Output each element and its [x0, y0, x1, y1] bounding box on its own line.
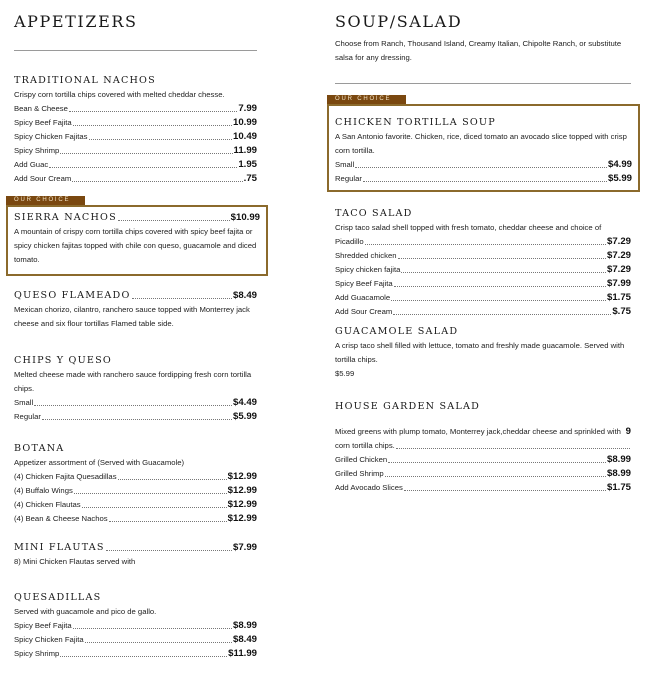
our-choice-box	[6, 197, 268, 276]
item-price: 10.49	[232, 131, 257, 142]
menu-section	[14, 354, 257, 424]
section-description: Served with guacamole and pico de gallo.	[14, 607, 157, 616]
item-name: Add Avocado Slices	[335, 483, 403, 492]
item-name: Spicy chicken fajita	[335, 265, 401, 274]
dot-leader	[60, 153, 232, 154]
section-heading: BOTANA	[14, 443, 65, 454]
menu-item	[14, 619, 257, 633]
appetizers-title: APPETIZERS	[14, 12, 138, 31]
section-heading-row	[14, 289, 257, 303]
menu-item	[335, 467, 631, 481]
menu-item	[14, 172, 257, 186]
menu-item	[14, 633, 257, 647]
item-price: $12.99	[227, 513, 257, 524]
item-price: 1.95	[238, 159, 257, 170]
item-name: Spicy Chicken Fajita	[14, 635, 84, 644]
item-price: $5.99	[232, 411, 257, 422]
dot-leader	[49, 167, 237, 168]
dot-leader	[74, 493, 227, 494]
item-name: Regular	[335, 174, 362, 183]
dot-leader	[42, 419, 232, 420]
dot-leader	[398, 258, 606, 259]
our-choice-badge: OUR CHOICE	[327, 95, 406, 104]
section-description: A mountain of crispy corn tortilla chips covered with spicy beef fajita or spicy chicken fajitas topped with chile con queso, guacamole and diced tomato.	[14, 227, 257, 264]
section-description: Crisp taco salad shell topped with fresh tomato, cheddar cheese and choice of	[335, 223, 602, 232]
section-heading: GUACAMOLE SALAD	[335, 326, 459, 337]
dot-leader	[118, 220, 230, 221]
item-name: Mixed greens with plump tomato, Monterrey jack,cheddar cheese and sprinkled with	[335, 427, 621, 436]
menu-item	[14, 512, 257, 526]
item-price: $8.99	[232, 620, 257, 631]
item-name: Shredded chicken	[335, 251, 397, 260]
menu-item	[335, 305, 631, 319]
item-name: Picadillo	[335, 237, 364, 246]
our-choice-badge: OUR CHOICE	[6, 196, 85, 205]
item-name: Add Guac	[14, 160, 49, 169]
item-name: Small	[14, 398, 34, 407]
menu-section	[335, 116, 632, 186]
item-name: Grilled Chicken	[335, 455, 388, 464]
dot-leader	[82, 507, 227, 508]
dot-leader	[106, 550, 232, 551]
menu-item	[335, 453, 631, 467]
item-price: $1.75	[606, 292, 631, 303]
dot-leader	[404, 490, 606, 491]
item-name: Add Guacamole	[335, 293, 391, 302]
menu-section	[14, 591, 257, 661]
item-name: Grilled Shrimp	[335, 469, 384, 478]
section-heading: CHIPS Y QUESO	[14, 355, 112, 366]
item-price: $.75	[612, 306, 631, 317]
dot-leader	[132, 298, 232, 299]
menu-item	[14, 484, 257, 498]
dot-leader	[109, 521, 227, 522]
item-price: $7.29	[606, 264, 631, 275]
section-heading: CHICKEN TORTILLA SOUP	[335, 117, 496, 128]
menu-item	[335, 158, 632, 172]
dot-leader	[385, 476, 606, 477]
section-heading: QUESADILLAS	[14, 592, 102, 603]
menu-item	[335, 439, 631, 453]
section-description: A crisp taco shell filled with lettuce, tomato and freshly made guacamole. Served with tortilla chips.	[335, 341, 625, 364]
item-price: $8.49	[232, 634, 257, 645]
menu-item	[335, 425, 631, 439]
dot-leader	[118, 479, 227, 480]
menu-item	[14, 116, 257, 130]
divider	[335, 83, 631, 84]
section-price: $7.99	[232, 542, 257, 553]
dot-leader	[394, 286, 606, 287]
dot-leader	[34, 405, 232, 406]
dot-leader	[72, 181, 242, 182]
menu-item	[14, 647, 257, 661]
menu-item	[14, 130, 257, 144]
item-name: Spicy Chicken Fajitas	[14, 132, 88, 141]
menu-item	[335, 277, 631, 291]
item-name: (4) Chicken Fajita Quesadillas	[14, 472, 117, 481]
item-price: $4.99	[607, 159, 632, 170]
soup-salad-intro: Choose from Ranch, Thousand Island, Creamy Italian, Chipolte Ranch, or substitute salsa for any dressing.	[335, 39, 622, 62]
item-name: Add Sour Cream	[335, 307, 393, 316]
section-price: $10.99	[230, 212, 260, 223]
section-heading: TRADITIONAL NACHOS	[14, 75, 156, 86]
item-price: $11.99	[228, 648, 257, 659]
menu-item	[14, 410, 257, 424]
dot-leader	[396, 448, 630, 449]
soup-salad-column	[335, 96, 632, 495]
section-heading: SIERRA NACHOS	[14, 212, 117, 223]
item-name: Spicy Beef Fajita	[335, 279, 393, 288]
section-description: Crispy corn tortilla chips covered with melted cheddar chesse.	[14, 90, 225, 99]
menu-item	[335, 481, 631, 495]
section-heading-row	[14, 211, 260, 225]
item-name: (4) Chicken Flautas	[14, 500, 81, 509]
section-description: Mexican chorizo, cilantro, ranchero sauce topped with Monterrey jack cheese and six flour tortillas Flamed table side.	[14, 305, 250, 328]
item-name: Spicy Shrimp	[14, 649, 60, 658]
item-name: Regular	[14, 412, 41, 421]
menu-item	[14, 158, 257, 172]
dot-leader	[85, 642, 232, 643]
divider	[14, 50, 257, 51]
menu-item	[335, 249, 631, 263]
item-price: $1.75	[606, 482, 631, 493]
item-price: $7.29	[606, 250, 631, 261]
item-price: $12.99	[227, 471, 257, 482]
menu-section	[14, 211, 260, 267]
item-price: $8.99	[606, 468, 631, 479]
dot-leader	[69, 111, 237, 112]
menu-item	[335, 263, 631, 277]
dot-leader	[401, 272, 606, 273]
dot-leader	[391, 300, 606, 301]
menu-section	[14, 74, 257, 186]
item-name: corn tortilla chips.	[335, 441, 395, 450]
menu-item	[14, 144, 257, 158]
section-description: Melted cheese made with ranchero sauce fordipping fresh corn tortilla chips.	[14, 370, 252, 393]
section-price: $5.99	[335, 369, 355, 378]
menu-item	[14, 396, 257, 410]
item-price: $7.29	[606, 236, 631, 247]
dot-leader	[363, 181, 607, 182]
item-price: 10.99	[232, 117, 257, 128]
item-price: 9	[625, 426, 631, 437]
dot-leader	[365, 244, 606, 245]
section-description: A San Antonio favorite. Chicken, rice, diced tomato an avocado slice topped with crisp corn tortilla.	[335, 132, 627, 155]
item-price: $12.99	[227, 485, 257, 496]
dot-leader	[73, 125, 232, 126]
item-name: Spicy Beef Fajita	[14, 118, 72, 127]
item-name: Spicy Shrimp	[14, 146, 60, 155]
menu-section	[335, 207, 631, 319]
menu-section	[14, 541, 257, 569]
section-heading: MINI FLAUTAS	[14, 542, 105, 553]
dot-leader	[89, 139, 232, 140]
menu-item	[14, 470, 257, 484]
spacer	[335, 414, 631, 425]
menu-section	[14, 289, 257, 331]
section-price: $8.49	[232, 290, 257, 301]
dot-leader	[60, 656, 227, 657]
item-price: $12.99	[227, 499, 257, 510]
soup-salad-title: SOUP/SALAD	[335, 12, 463, 31]
item-price: $7.99	[606, 278, 631, 289]
appetizers-column	[14, 74, 260, 661]
item-price: 7.99	[238, 103, 257, 114]
section-heading: HOUSE GARDEN SALAD	[335, 401, 480, 412]
section-description: 8) Mini Chicken Flautas served with	[14, 557, 136, 566]
menu-item	[335, 235, 631, 249]
menu-item	[335, 172, 632, 186]
section-heading-row	[14, 541, 257, 555]
item-price: $5.99	[607, 173, 632, 184]
section-heading: TACO SALAD	[335, 208, 413, 219]
dot-leader	[393, 314, 611, 315]
section-description: Appetizer assortment of (Served with Guacamole)	[14, 458, 185, 467]
dot-leader	[73, 628, 232, 629]
item-name: Spicy Beef Fajita	[14, 621, 72, 630]
item-price: $8.99	[606, 454, 631, 465]
item-name: (4) Bean & Cheese Nachos	[14, 514, 108, 523]
menu-section	[335, 400, 631, 495]
menu-item	[14, 102, 257, 116]
item-price: 11.99	[233, 145, 257, 156]
item-price: .75	[243, 173, 257, 184]
section-heading: QUESO FLAMEADO	[14, 290, 131, 301]
item-name: Small	[335, 160, 355, 169]
dot-leader	[388, 462, 606, 463]
our-choice-box	[327, 96, 640, 192]
item-name: (4) Buffalo Wings	[14, 486, 73, 495]
dot-leader	[355, 167, 607, 168]
menu-section	[335, 325, 631, 381]
item-name: Add Sour Cream	[14, 174, 72, 183]
item-price: $4.49	[232, 397, 257, 408]
menu-item	[14, 498, 257, 512]
menu-item	[335, 291, 631, 305]
item-name: Bean & Cheese	[14, 104, 68, 113]
menu-section	[14, 442, 257, 526]
